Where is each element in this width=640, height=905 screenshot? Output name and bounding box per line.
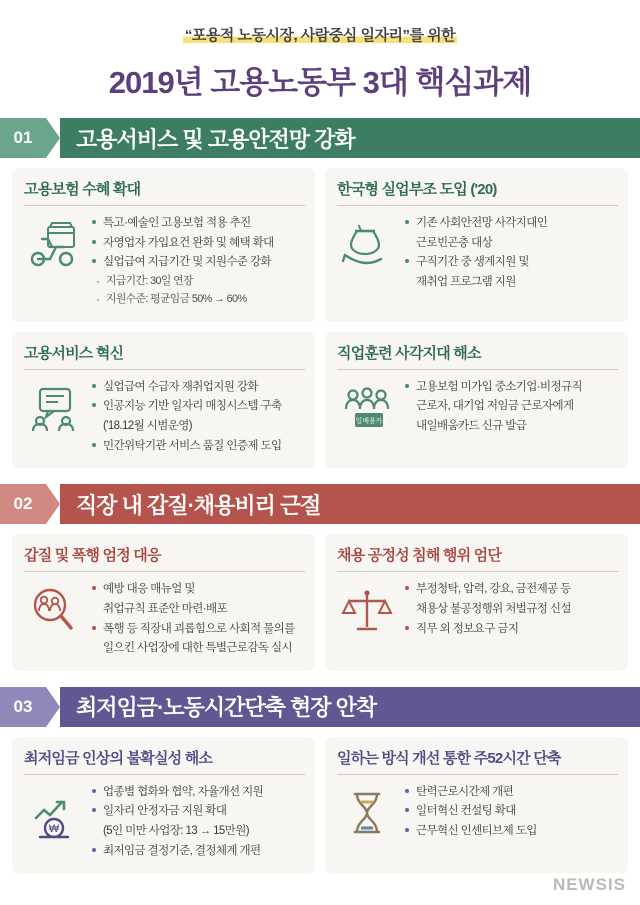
- list-item: 예방 대응 매뉴얼 및: [92, 580, 305, 599]
- list-item: 일자리 안정자금 지원 확대: [92, 802, 305, 821]
- list-item: 구직기간 중 생계지원 및: [405, 253, 618, 272]
- card-bullet-list: [405, 580, 618, 639]
- list-item: 탄력근로시간제 개편: [405, 783, 618, 802]
- list-item: (5인 미만 사업장: 13 → 15만원): [103, 825, 249, 838]
- section-02-number: 02: [0, 484, 46, 524]
- list-item: 일터혁신 컨설팅 확대: [405, 802, 618, 821]
- list-item: 기존 사회안전망 사각지대인: [405, 214, 618, 233]
- list-item: 일으킨 사업장에 대한 특별근로감독 실시: [103, 642, 293, 655]
- list-item: 직무 외 정보요구 금지: [405, 620, 618, 639]
- svg-text:내일배움카드: 내일배움카드: [348, 417, 390, 425]
- section-01-heading: 고용서비스 및 고용안전망 강화: [60, 118, 640, 158]
- newsis-logo-text: NEWSIS: [552, 875, 626, 894]
- list-item: 자영업자 가입요건 완화 및 혜택 확대: [92, 234, 305, 253]
- scales-justice-icon: [337, 580, 397, 642]
- list-item: 취업규칙 표준안 마련·배포: [103, 602, 228, 615]
- section-01-arrow-icon: [46, 118, 60, 158]
- list-item: 근로자, 대기업 저임금 근로자에게: [416, 400, 574, 413]
- list-item: 폭행 등 직장내 괴롭힘으로 사회적 물의를: [92, 620, 305, 639]
- card-bullet-list: [405, 214, 618, 293]
- list-item: 채용상 불공정행위 처벌규정 신설: [416, 602, 571, 615]
- list-item: ('18.12월 시범운영): [103, 420, 192, 433]
- card-bullet-list: [92, 580, 305, 659]
- card-title: 한국형 실업부조 도입 ('20): [337, 178, 618, 206]
- card-bullet-list: [92, 378, 305, 457]
- list-item: 내일배움카드 신규 발급: [416, 420, 527, 433]
- section-02-cards: [0, 534, 640, 671]
- card-minimum-wage: [12, 737, 315, 874]
- card-work-hours: [325, 737, 628, 874]
- card-gapjil-response: [12, 534, 315, 671]
- section-01: [0, 118, 640, 468]
- svg-text:₩: ₩: [48, 822, 60, 835]
- list-item: 특고·예술인 고용보험 적용 추진: [92, 214, 305, 233]
- list-item: 민간위탁기관 서비스 품질 인증제 도입: [92, 437, 305, 456]
- section-03-band: [0, 687, 640, 727]
- card-training-blindspot: [325, 332, 628, 469]
- card-service-innovation: [12, 332, 315, 469]
- hourglass-icon: [337, 783, 397, 845]
- list-item: 고용보험 미가입 중소기업·비정규직: [405, 378, 618, 397]
- card-title: 일하는 방식 개선 통한 주52시간 단축: [337, 747, 618, 775]
- card-bullet-list: [405, 783, 618, 842]
- list-item: 인공지능 기반 일자리 매칭시스템 구축: [92, 397, 305, 416]
- section-03-number: 03: [0, 687, 46, 727]
- list-item: 재취업 프로그램 지원: [416, 275, 516, 288]
- page-subtitle-text: “포용적 노동시장, 사람중심 일자리”를 위한: [184, 27, 456, 44]
- magnifier-people-icon: [24, 580, 84, 642]
- list-item: 업종별 협화와 협약, 자율개선 지원: [92, 783, 305, 802]
- section-03-heading: 최저임금·노동시간단축 현장 안착: [60, 687, 640, 727]
- list-item: · 지원수준: 평균임금 50% → 60%: [92, 291, 305, 308]
- page-subtitle: [177, 22, 463, 49]
- card-title: 최저임금 인상의 불확실성 해소: [24, 747, 305, 775]
- section-02: [0, 484, 640, 671]
- card-bullet-list: [92, 214, 305, 310]
- list-item: 최저임금 결정기준, 결정체계 개편: [92, 842, 305, 861]
- page-title: 2019년 고용노동부 3대 핵심과제: [108, 65, 532, 100]
- card-goyongbohum: [12, 168, 315, 322]
- list-item: 부정청탁, 압력, 강요, 금전제공 등: [405, 580, 618, 599]
- newsis-logo: [553, 875, 626, 895]
- card-hiring-fairness: [325, 534, 628, 671]
- card-title: 고용보험 수혜 확대: [24, 178, 305, 206]
- list-item: · 지급기간: 30일 연장: [92, 273, 305, 290]
- section-02-heading: 직장 내 갑질·채용비리 근절: [60, 484, 640, 524]
- people-card-icon: [337, 378, 397, 440]
- card-silupbujo: [325, 168, 628, 322]
- card-title: 갑질 및 폭행 엄정 대응: [24, 544, 305, 572]
- page-header: [0, 0, 640, 102]
- counselling-chat-icon: [24, 378, 84, 440]
- section-01-number: 01: [0, 118, 46, 158]
- list-item: 실업급여 지급기간 및 지원수준 강화: [92, 253, 305, 272]
- scooter-delivery-icon: [24, 214, 84, 276]
- section-01-band: [0, 118, 640, 158]
- card-bullet-list: [92, 783, 305, 862]
- hand-money-bag-icon: [337, 214, 397, 276]
- section-02-band: [0, 484, 640, 524]
- section-03-cards: [0, 737, 640, 874]
- card-title: 채용 공정성 침해 행위 엄단: [337, 544, 618, 572]
- section-03-arrow-icon: [46, 687, 60, 727]
- list-item: 실업급여 수급자 재취업지원 강화: [92, 378, 305, 397]
- section-01-cards: [0, 168, 640, 468]
- won-growth-chart-icon: [24, 783, 84, 845]
- card-title: 고용서비스 혁신: [24, 342, 305, 370]
- list-item: 근로빈곤층 대상: [416, 236, 493, 249]
- section-02-arrow-icon: [46, 484, 60, 524]
- card-title: 직업훈련 사각지대 해소: [337, 342, 618, 370]
- card-bullet-list: [405, 378, 618, 437]
- section-03: [0, 687, 640, 874]
- list-item: 근무혁신 인센티브제 도입: [405, 822, 618, 841]
